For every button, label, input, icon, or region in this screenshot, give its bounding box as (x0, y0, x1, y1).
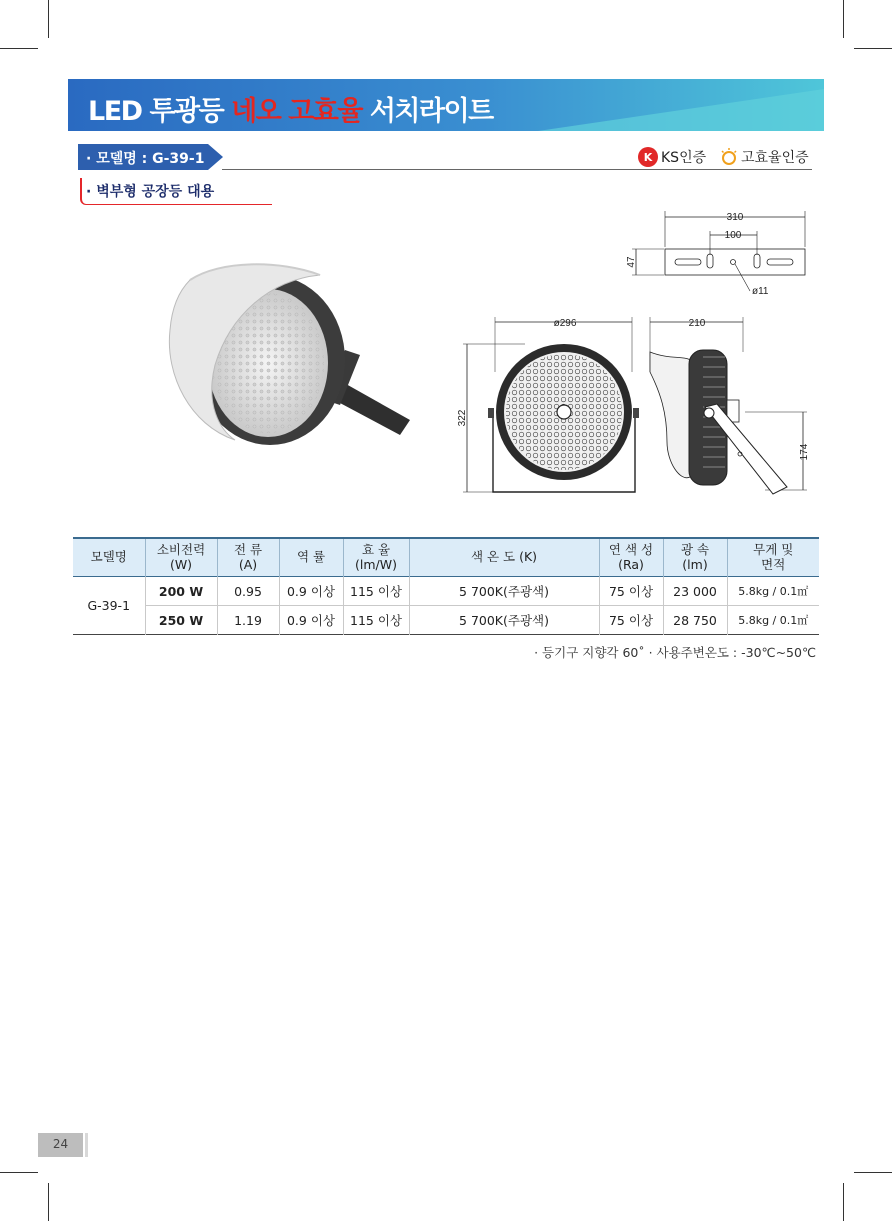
cell-cct: 5 700K(주광색) (409, 606, 599, 635)
crop-mark (0, 48, 38, 49)
high-efficiency-icon (720, 148, 738, 166)
cell-pf: 0.9 이상 (279, 577, 343, 606)
col-header: 역 률 (279, 538, 343, 577)
page-title: LED 투광등 네오 고효율 서치라이트 (88, 96, 493, 127)
cell-current: 0.95 (217, 577, 279, 606)
application-text: · 벽부형 공장등 대용 (86, 184, 215, 200)
dim-210: 210 (688, 318, 706, 329)
col-header: 모델명 (73, 538, 145, 577)
efficiency-certification (720, 147, 809, 167)
cell-flux: 23 000 (663, 577, 727, 606)
table-header-row (73, 538, 819, 577)
dim-100: 100 (724, 230, 742, 241)
table-row (73, 606, 819, 635)
cell-cct: 5 700K(주광색) (409, 577, 599, 606)
front-view-drawing (455, 312, 650, 502)
product-photo (160, 255, 420, 455)
crop-mark (843, 0, 844, 38)
efficiency-label: 고효율인증 (741, 150, 809, 166)
cell-flux: 28 750 (663, 606, 727, 635)
cell-efficiency: 115 이상 (343, 606, 409, 635)
crop-mark (843, 1183, 844, 1221)
model-name: · 모델명 : G-39-1 (86, 151, 205, 167)
table-row (73, 577, 819, 606)
col-header: 소비전력 (W) (145, 538, 217, 577)
ks-label: KS인증 (661, 150, 707, 166)
dim-diameter: ø296 (553, 318, 577, 329)
cell-cri: 75 이상 (599, 606, 663, 635)
bracket-drawing (620, 205, 820, 300)
model-cell: G-39-1 (87, 598, 131, 613)
page-number-accent (85, 1133, 88, 1157)
cell-pf: 0.9 이상 (279, 606, 343, 635)
col-header: 효 율 (lm/W) (343, 538, 409, 577)
cell-efficiency: 115 이상 (343, 577, 409, 606)
side-view-drawing (645, 312, 820, 502)
col-header: 색 온 도 (K) (409, 538, 599, 577)
page-number: 24 (52, 1137, 69, 1151)
ks-certification (638, 147, 706, 167)
crop-mark (48, 0, 49, 38)
col-header: 광 속 (lm) (663, 538, 727, 577)
crop-mark (854, 1172, 892, 1173)
dim-hole: ø11 (752, 286, 769, 297)
divider (222, 169, 812, 170)
title-banner (68, 79, 824, 131)
cell-current: 1.19 (217, 606, 279, 635)
crop-mark (0, 1172, 38, 1173)
spec-table (73, 537, 819, 635)
cell-weight: 5.8kg / 0.1㎡ (727, 577, 819, 606)
dim-47: 47 (626, 256, 637, 268)
col-header: 전 류 (A) (217, 538, 279, 577)
cell-weight: 5.8kg / 0.1㎡ (727, 606, 819, 635)
model-tag (78, 144, 223, 170)
crop-mark (48, 1183, 49, 1221)
dim-310: 310 (726, 212, 744, 223)
col-header: 연 색 성 (Ra) (599, 538, 663, 577)
dim-322: 322 (457, 409, 468, 427)
col-header: 무게 및 면적 (727, 538, 819, 577)
ks-mark-icon: K (638, 147, 658, 167)
dim-174: 174 (799, 443, 810, 461)
cell-cri: 75 이상 (599, 577, 663, 606)
crop-mark (854, 48, 892, 49)
cell-power: 200 W (145, 577, 217, 606)
footnote: · 등기구 지향각 60˚ · 사용주변온도 : -30℃~50℃ (534, 645, 816, 660)
cell-power: 250 W (145, 606, 217, 635)
